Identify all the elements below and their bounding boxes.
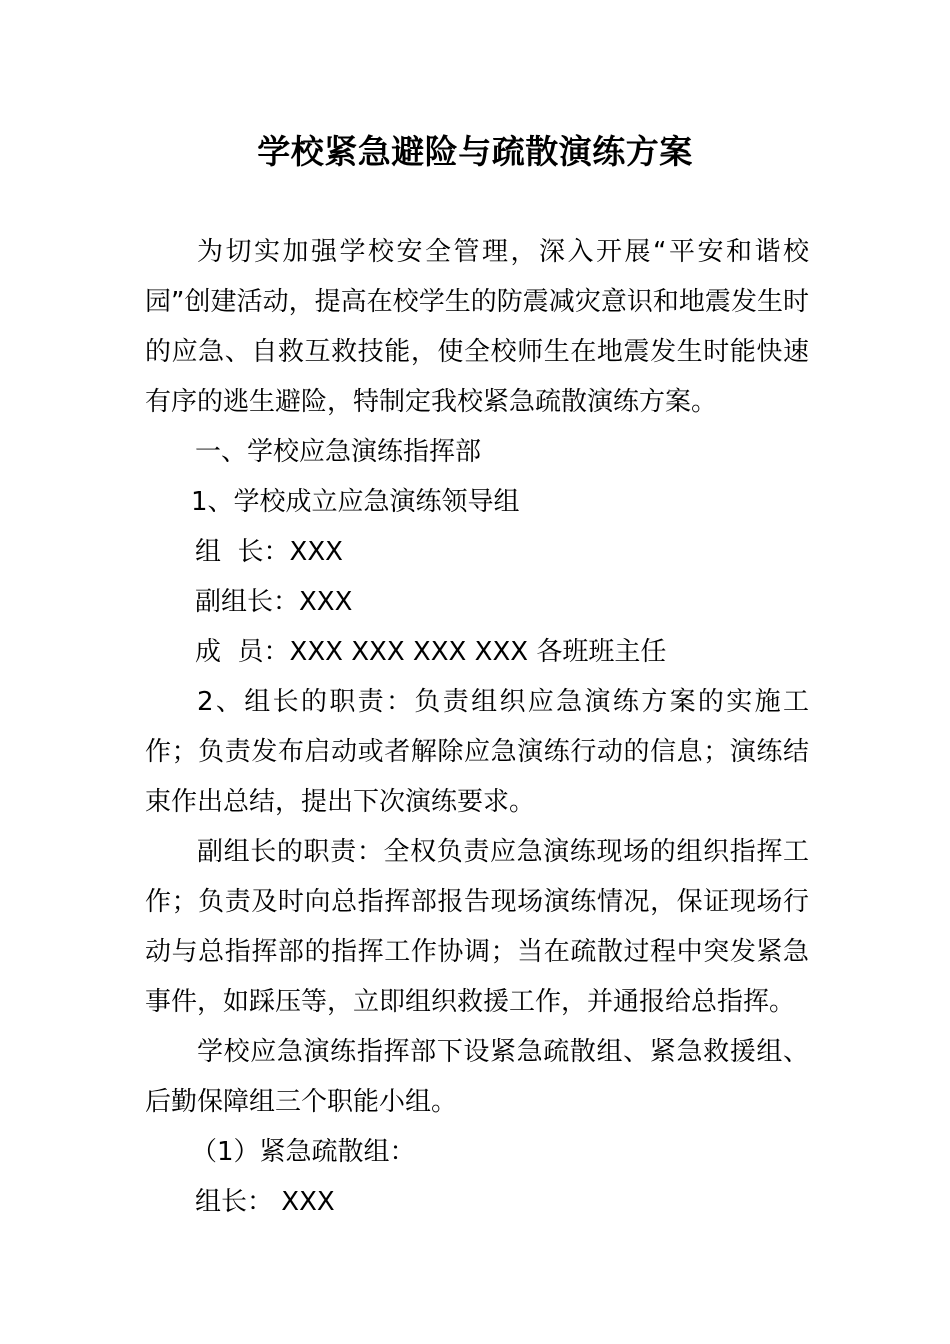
groups-paragraph: 学校应急演练指挥部下设紧急疏散组、紧急救援组、后勤保障组三个职能小组。 <box>145 1037 809 1117</box>
deputy-duties-paragraph: 副组长的职责：全权负责应急演练现场的组织指挥工作；负责及时向总指挥部报告现场演练情况，保证现场行动与总指挥部的指挥工作协调；当在疏散过程中突发紧急事件，如踩压等，立即组织救援工作，并通报给总指挥。 <box>145 837 809 1017</box>
document-title: 学校紧急避险与疏散演练方案 <box>257 132 693 171</box>
subgroup-heading: （1）紧急疏散组： <box>191 1137 416 1167</box>
deputy-leader-line: 副组长：XXX <box>195 587 353 617</box>
intro-paragraph: 为切实加强学校安全管理，深入开展“平安和谐校园”创建活动，提高在校学生的防震减灾意识和地震发生时的应急、自救互救技能，使全校师生在地震发生时能快速有序的逃生避险，特制定我校紧急疏散演练方案。 <box>145 237 809 417</box>
leader-duties-paragraph: 2、组长的职责：负责组织应急演练方案的实施工作；负责发布启动或者解除应急演练行动的信息；演练结束作出总结，提出下次演练要求。 <box>145 687 809 817</box>
subgroup-leader-line: 组长： XXX <box>195 1187 335 1217</box>
item-heading: 1、学校成立应急演练领导组 <box>191 487 520 517</box>
section-heading: 一、学校应急演练指挥部 <box>195 437 482 467</box>
leader-line: 组 长：XXX <box>195 537 343 567</box>
members-line: 成 员：XXX XXX XXX XXX 各班班主任 <box>195 637 667 667</box>
document-body <box>145 227 809 1227</box>
